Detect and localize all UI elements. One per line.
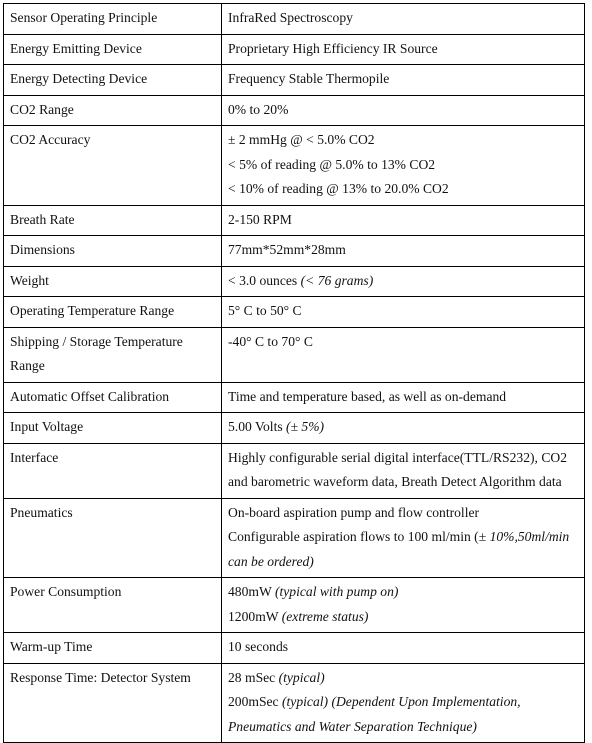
spec-value-line <box>228 238 578 263</box>
spec-label-cell: Interface <box>4 443 222 498</box>
spec-value-line <box>228 37 578 62</box>
spec-value-note: (typical) (Dependent Upon Implementation, Pneumatics and Water Separation Technique) <box>228 694 521 734</box>
spec-value-text: < 5% of reading @ 5.0% to 13% CO2 <box>228 156 436 172</box>
spec-value-text: Frequency Stable Thermopile <box>228 71 390 86</box>
spec-label-cell: Energy Emitting Device <box>4 34 222 65</box>
spec-row <box>4 236 585 267</box>
spec-row <box>4 578 585 633</box>
spec-table-container <box>3 3 585 743</box>
spec-value-cell <box>222 266 585 297</box>
spec-value-line <box>228 67 578 92</box>
spec-label-cell: Breath Rate <box>4 205 222 236</box>
spec-row <box>4 327 585 382</box>
spec-value-cell <box>222 327 585 382</box>
spec-value-line <box>228 208 578 233</box>
spec-value-line <box>228 153 578 178</box>
spec-value-cell <box>222 126 585 206</box>
spec-row <box>4 205 585 236</box>
spec-value-text: < 10% of reading @ 13% to 20.0% CO2 <box>228 181 449 196</box>
spec-value-text: On-board aspiration pump and flow controller <box>228 504 480 520</box>
spec-row <box>4 266 585 297</box>
spec-value-cell <box>222 663 585 743</box>
spec-value-text: 10 seconds <box>228 639 289 654</box>
spec-value-text: 0% to 20% <box>228 101 289 117</box>
spec-row <box>4 633 585 664</box>
spec-row <box>4 65 585 96</box>
spec-value-cell <box>222 578 585 633</box>
spec-value-cell <box>222 443 585 498</box>
spec-value-line <box>228 98 578 123</box>
spec-value-text: 28 mSec <box>228 669 279 685</box>
spec-value-note: (< 76 grams) <box>300 272 374 288</box>
spec-row <box>4 34 585 65</box>
spec-row <box>4 382 585 413</box>
spec-row <box>4 443 585 498</box>
spec-value-text: 480mW <box>228 584 275 599</box>
spec-value-text: ± 2 mmHg @ < 5.0% CO2 <box>228 132 375 147</box>
spec-label-cell: Sensor Operating Principle <box>4 4 222 35</box>
spec-label-cell: Response Time: Detector System <box>4 663 222 743</box>
spec-value-text: Highly configurable serial digital interface(TTL/RS232), CO2 and barometric waveform data, Breath Detect Algorithm data <box>228 449 567 489</box>
spec-label-cell: Pneumatics <box>4 498 222 578</box>
spec-value-cell <box>222 236 585 267</box>
spec-row <box>4 413 585 444</box>
spec-value-cell <box>222 498 585 578</box>
spec-label-cell: CO2 Accuracy <box>4 126 222 206</box>
spec-row <box>4 297 585 328</box>
spec-value-line <box>228 385 578 410</box>
spec-value-line <box>228 415 578 440</box>
spec-label-cell: Shipping / Storage Temperature Range <box>4 327 222 382</box>
spec-value-line <box>228 177 578 202</box>
spec-label-cell: Automatic Offset Calibration <box>4 382 222 413</box>
spec-value-note: (± 5%) <box>286 419 325 434</box>
spec-value-line <box>228 605 578 630</box>
spec-value-line <box>228 580 578 605</box>
spec-value-line <box>228 446 578 495</box>
spec-value-text: 1200mW <box>228 608 282 624</box>
spec-value-text: 200mSec <box>228 694 282 709</box>
spec-value-text: Configurable aspiration flows to 100 ml/min (± <box>228 529 490 544</box>
spec-label-cell: Input Voltage <box>4 413 222 444</box>
spec-row <box>4 498 585 578</box>
specification-table-body <box>4 4 585 743</box>
spec-value-cell <box>222 34 585 65</box>
spec-value-cell <box>222 633 585 664</box>
spec-value-text: < 3.0 ounces <box>228 272 301 288</box>
spec-value-line <box>228 269 578 294</box>
spec-value-cell <box>222 297 585 328</box>
spec-label-cell: Energy Detecting Device <box>4 65 222 96</box>
spec-value-line <box>228 525 578 574</box>
spec-row <box>4 95 585 126</box>
spec-label-cell: Operating Temperature Range <box>4 297 222 328</box>
spec-value-cell <box>222 4 585 35</box>
spec-value-line <box>228 330 578 355</box>
spec-value-text: Proprietary High Efficiency IR Source <box>228 40 438 56</box>
spec-value-cell <box>222 413 585 444</box>
spec-value-line <box>228 128 578 153</box>
spec-value-note: (typical with pump on) <box>274 584 399 599</box>
spec-value-note: (extreme status) <box>281 608 369 624</box>
spec-row <box>4 126 585 206</box>
specification-table <box>3 3 585 743</box>
spec-value-text: 77mm*52mm*28mm <box>228 242 346 257</box>
spec-value-text: 5.00 Volts <box>228 419 287 434</box>
spec-value-cell <box>222 65 585 96</box>
spec-value-cell <box>222 205 585 236</box>
spec-value-text: 2-150 RPM <box>228 211 292 227</box>
spec-value-cell <box>222 382 585 413</box>
spec-value-line <box>228 635 578 660</box>
spec-value-text: 5° C to 50° C <box>228 303 302 318</box>
spec-value-line <box>228 6 578 31</box>
spec-value-cell <box>222 95 585 126</box>
spec-row <box>4 4 585 35</box>
spec-label-cell: Power Consumption <box>4 578 222 633</box>
spec-label-cell: Weight <box>4 266 222 297</box>
spec-label-cell: Dimensions <box>4 236 222 267</box>
spec-label-cell: CO2 Range <box>4 95 222 126</box>
spec-value-note: (typical) <box>278 669 325 685</box>
spec-label-cell: Warm-up Time <box>4 633 222 664</box>
spec-value-text: InfraRed Spectroscopy <box>228 10 353 25</box>
spec-value-text: Time and temperature based, as well as on-demand <box>228 388 507 404</box>
spec-value-line <box>228 299 578 324</box>
spec-row <box>4 663 585 743</box>
spec-value-note: 10%,50ml/min can be ordered) <box>228 529 570 569</box>
spec-value-line <box>228 501 578 526</box>
spec-value-text: -40° C to 70° C <box>228 333 313 349</box>
spec-value-line <box>228 690 578 739</box>
